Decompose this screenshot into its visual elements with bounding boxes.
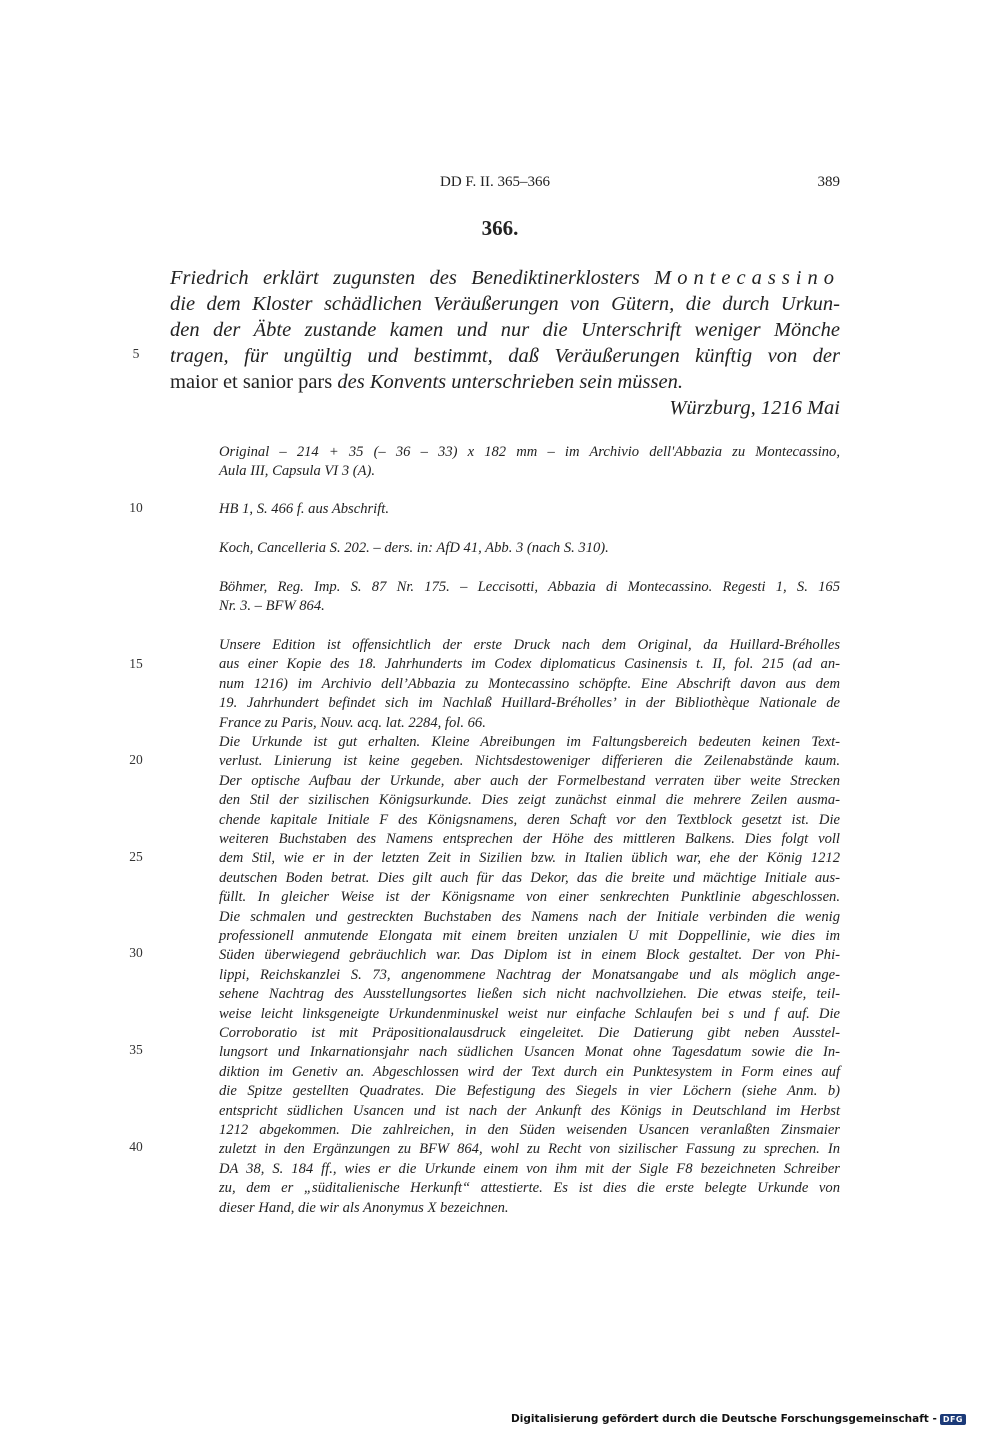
commentary-line: DA 38, S. 184 ff., wies er die Urkunde einem von ihm mit der Sigle F8 bezeichneten Schreiber	[219, 1160, 840, 1177]
commentary-line: Der optische Aufbau der Urkunde, aber auch der Formelbestand verraten über weite Strecken	[219, 772, 840, 789]
commentary-line: Unsere Edition ist offensichtlich der erste Druck nach dem Original, da Huillard-Bréholles	[219, 637, 840, 653]
commentary-line: weise leicht linksgeneigte Urkundenminuskel weist nur einfache Schlaufen bei s und f auf. Die	[219, 1005, 840, 1022]
commentary-line: Süden überwiegend gebräuchlich war. Das Diplom ist in einem Block gestaltet. Der von Phi-	[219, 947, 840, 964]
commentary-line: deutschen Boden betrat. Dies gilt auch für das Dekor, das die breite und mächtige Initiale aus-	[219, 869, 840, 886]
commentary-line: lippi, Reichskanzlei S. 73, angenommene Nachtrag der Monatsangabe und als möglich ange-	[219, 966, 840, 983]
commentary-line: chende kapitale Initiale F des Königsnamens, deren Schaft vor den Textblock gesetzt ist. Die	[219, 811, 840, 828]
commentary-line: France zu Paris, Nouv. acq. lat. 2284, fol. 66.	[219, 714, 486, 731]
document-number: 366.	[481, 216, 519, 240]
regest-line-2: die dem Kloster schädlichen Veräußerungen von Gütern, die durch Urkun-	[170, 293, 840, 315]
commentary-line: lungsort und Inkarnationsjahr nach südlichen Usancen Monat ohne Tagesdatum sowie die In-	[219, 1044, 840, 1061]
commentary-line: num 1216) im Archivio dell’Abbazia zu Montecassino schöpfte. Eine Abschrift davon aus dem	[219, 675, 840, 692]
apparatus-line: HB 1, S. 466 f. aus Abschrift.	[219, 501, 389, 517]
line-number: 30	[129, 945, 143, 960]
commentary-line: weiteren Buchstaben des Namens entsprechen der Höhe des mittleren Balkens. Dies folgt voll	[219, 831, 840, 847]
commentary-line: füllt. In gleicher Weise ist der Königsname von einer senkrechten Punktlinie abgeschlossen.	[219, 889, 840, 906]
line-number: 40	[129, 1139, 143, 1154]
line-number: 10	[129, 500, 143, 515]
regest-text: Friedrich erklärt zugunsten des Benediktinerklosters	[170, 267, 640, 289]
line-number: 20	[129, 752, 143, 767]
place-date: Würzburg, 1216 Mai	[669, 397, 840, 419]
footer-credit	[511, 1413, 966, 1425]
page-number: 389	[817, 174, 840, 190]
regest-line-3: den der Äbte zustande kamen und nur die Unterschrift weniger Mönche	[170, 319, 840, 341]
commentary-line: zuletzt in den Ergänzungen zu BFW 864, wohl zu Recht von sizilischer Fassung zu sprechen. In	[219, 1141, 840, 1158]
commentary-line: 1212 abgekommen. Die zahlreichen, in den Süden weisenden Usancen veranlaßten Zinsmaier	[219, 1122, 840, 1138]
line-number: 35	[129, 1042, 143, 1057]
commentary-line: sehene Nachtrag des Ausstellungsortes ließen sich nicht nachvollziehen. Die etwas steife, teil-	[219, 986, 840, 1003]
commentary-line: Corroboratio ist mit Präpositionalausdruck eingeleitet. Die Datierung gibt neben Ausstel-	[219, 1025, 840, 1041]
apparatus-line: Original – 214 + 35 (– 36 – 33) x 182 mm – im Archivio dell'Abbazia zu Montecassino,	[219, 444, 840, 460]
line-number: 15	[129, 656, 143, 671]
commentary-line: diktion im Genetiv an. Abgeschlossen wird der Text durch ein Punktesystem in Form eines auf	[219, 1063, 840, 1080]
commentary-line: 19. Jahrhundert befindet sich im Nachlaß Huillard-Bréholles’ in der Bibliothèque Nationale de	[219, 695, 840, 712]
commentary-line: professionell anmutende Elongata mit einem breiten unzialen U mit Doppellinie, wie dies im	[219, 928, 840, 944]
commentary-line: zu, dem er „süditalienische Herkunft“ attestierte. Es ist dies die erste belegte Urkunde von	[219, 1180, 840, 1197]
commentary-line: den Stil der sizilischen Königsurkunde. Dies zeigt zunächst einmal die mehrere Zeilen ausma-	[219, 792, 840, 809]
running-header-title: DD F. II. 365–366	[440, 174, 551, 190]
commentary-line: entspricht südlichen Usancen und ist nach der Ankunft des Königs in Deutschland im Herbst	[219, 1102, 840, 1119]
apparatus-line: Böhmer, Reg. Imp. S. 87 Nr. 175. – Leccisotti, Abbazia di Montecassino. Regesti 1, S. 165	[219, 579, 840, 595]
commentary-line: die Spitze gestellten Quadrates. Die Befestigung des Siegels in vier Löchern (siehe Anm. b)	[219, 1083, 840, 1100]
regest-line-4: tragen, für ungültig und bestimmt, daß Veräußerungen künftig von der	[170, 345, 840, 367]
monastery-name: Montecassino	[654, 267, 840, 289]
line-number: 5	[132, 346, 140, 361]
latin-phrase: maior et sanior pars	[170, 371, 333, 393]
commentary-line: verlust. Linierung ist keine gegeben. Nichtsdestoweniger differieren die Zeilenabstände kaum.	[219, 753, 840, 770]
apparatus-line: Koch, Cancelleria S. 202. – ders. in: AfD 41, Abb. 3 (nach S. 310).	[219, 540, 609, 556]
regest-text: des Konvents unterschrieben sein müssen.	[332, 371, 683, 393]
regest-line-1	[170, 265, 840, 291]
commentary-line: dieser Hand, die wir als Anonymus X bezeichnen.	[219, 1199, 509, 1216]
apparatus-line: Aula III, Capsula VI 3 (A).	[219, 463, 376, 480]
line-number: 25	[129, 849, 143, 864]
dfg-logo: DFG	[940, 1414, 966, 1425]
apparatus-line: Nr. 3. – BFW 864.	[219, 598, 325, 615]
commentary-line: Die schmalen und gestreckten Buchstaben des Namens nach der Initiale verbinden die wenig	[219, 908, 840, 925]
commentary-line: dem Stil, wie er in der letzten Zeit in Sizilien bzw. in Italien üblich war, ehe der König 1212	[219, 850, 840, 867]
footer-text: Digitalisierung gefördert durch die Deutsche Forschungsgemeinschaft -	[511, 1413, 937, 1425]
commentary-line: Die Urkunde ist gut erhalten. Kleine Abreibungen im Faltungsbereich bedeuten keinen Text-	[219, 734, 840, 750]
commentary-line: aus einer Kopie des 18. Jahrhunderts im Codex diplomaticus Casinensis t. II, fol. 215 (ad an-	[219, 656, 840, 673]
regest-line-5	[170, 369, 840, 395]
